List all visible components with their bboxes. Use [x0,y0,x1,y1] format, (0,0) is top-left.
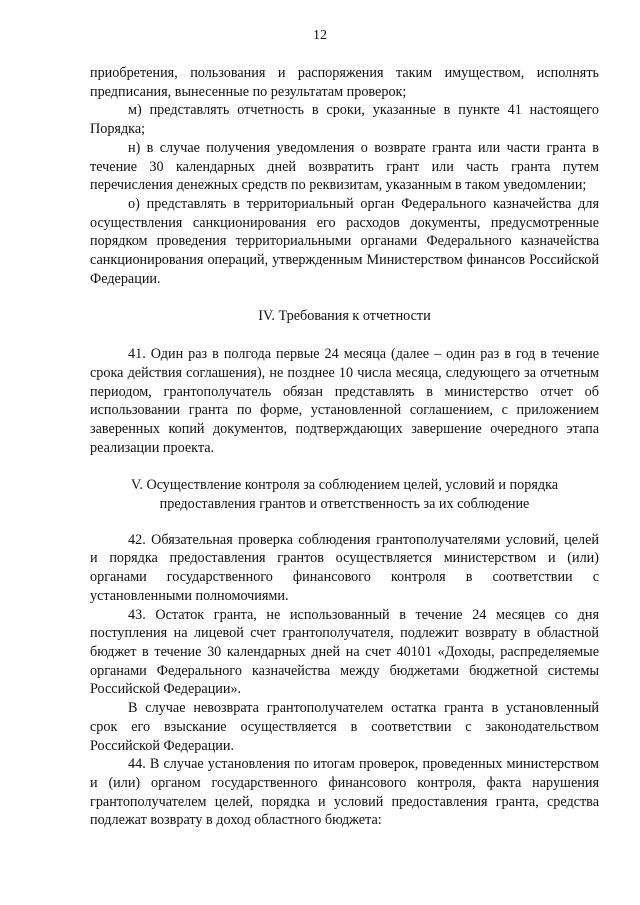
paragraph-43: 43. Остаток гранта, не использованный в течение 24 месяцев со дня поступления на лицевой счет грантополучателя, подлежит возврату в областной бюджет в течение 30 календарных дней на счет 40101 «Доходы, распределяемые органами Федерального казначейства между бюджетами бюджетной системы Российской Федерации». [90,606,599,698]
paragraph-44: 44. В случае установления по итогам проверок, проведенных министерством и (или) органом государственного финансового контроля, факта нарушения грантополучателем целей, порядка и условий предоставления гранта, средства подлежат возврату в доход областного бюджета: [90,756,599,829]
section-heading-iv: IV. Требования к отчетности [258,308,431,325]
paragraph-item-o: о) представлять в территориальный орган Федерального казначейства для осуществления санкционирования его расходов документы, предусмотренные порядком проведения территориальными органами Федерального казначейства санкционирования операций, утвержденным Министерством финансов Российской Федерации. [90,195,599,287]
paragraph-42: 42. Обязательная проверка соблюдения грантополучателями условий, целей и порядка предоставления грантов осуществляется министерством и (или) органами государственного финансового контроля в соответствии с установленными полномочиями. [90,531,599,604]
paragraph-item-n: н) в случае получения уведомления о возврате гранта или части гранта в течение 30 календарных дней возвратить грант или часть гранта путем перечисления денежных средств по реквизитам, указанным в таком уведомлении; [90,139,599,194]
paragraph-item-m: м) представлять отчетность в сроки, указанные в пункте 41 настоящего Порядка; [90,102,599,138]
paragraph-43-continuation: В случае невозврата грантополучателем остатка гранта в установленный срок его взыскание осуществляется в соответствии с законодательством Российской Федерации. [90,700,599,754]
section-heading-v: V. Осуществление контроля за соблюдением целей, условий и порядка предоставления грантов и ответственность за их соблюдение [130,477,559,513]
paragraph-41: 41. Один раз в полгода первые 24 месяца (далее – один раз в год в течение срока действия соглашения), не позднее 10 числа месяца, следующего за отчетным периодом, грантополучатель обязан представлять в министерство отчет об использовании гранта по форме, установленной соглашением, с приложением заверенных копий документов, подтверждающих завершение очередного этапа реализации проекта. [90,346,599,456]
paragraph-continuation: приобретения, пользования и распоряжения таким имуществом, исполнять предписания, вынесенные по результатам проверок; [90,65,599,100]
document-body [90,64,599,830]
page-number: 12 [313,28,327,43]
